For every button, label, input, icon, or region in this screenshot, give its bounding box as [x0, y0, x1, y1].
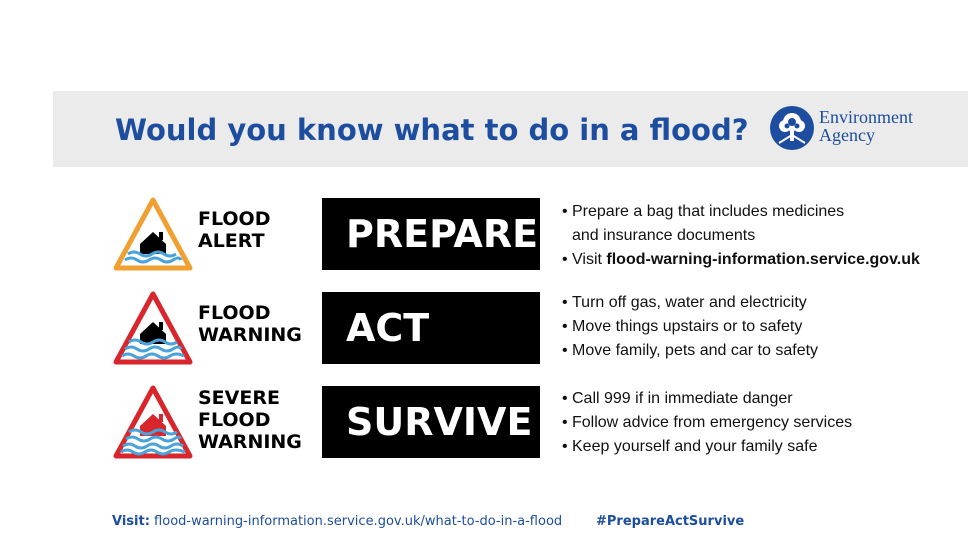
level-label: FLOOD ALERT: [198, 208, 271, 252]
footer-visit: [112, 514, 562, 529]
tree-logo-icon: [769, 105, 815, 151]
warning-service-link[interactable]: flood-warning-information.service.gov.uk: [606, 251, 920, 268]
bullet-list: [562, 291, 818, 363]
level-label: FLOOD WARNING: [198, 302, 302, 346]
page-title: Would you know what to do in a flood?: [115, 113, 749, 147]
flood-warning-row: [112, 290, 912, 372]
flood-alert-icon: [112, 196, 194, 274]
bullet-list: [562, 200, 920, 272]
severe-flood-warning-row: [112, 384, 912, 466]
list-item: • Move things upstairs or to safety: [562, 318, 803, 335]
visit-label: Visit:: [112, 514, 150, 529]
survive-action: SURVIVE: [322, 386, 540, 458]
hashtag: #PrepareActSurvive: [596, 514, 745, 529]
header-band: [53, 91, 968, 167]
flood-alert-row: [112, 196, 920, 278]
level-label: SEVERE FLOOD WARNING: [198, 387, 302, 453]
list-item: • Keep yourself and your family safe: [562, 438, 818, 455]
list-item: • Turn off gas, water and electricity: [562, 294, 807, 311]
flood-warning-icon: [112, 290, 194, 368]
list-item: • Follow advice from emergency services: [562, 414, 853, 431]
list-item: • Prepare a bag that includes medicines and insurance documents: [562, 203, 845, 244]
list-item: • Move family, pets and car to safety: [562, 342, 819, 359]
list-item: • Visit flood-warning-information.service.gov.uk: [562, 251, 920, 268]
logo-line-1: Environment: [819, 107, 913, 127]
act-action: ACT: [322, 292, 540, 364]
list-item: • Call 999 if in immediate danger: [562, 390, 793, 407]
environment-agency-logo: [769, 103, 939, 155]
bullet-list: [562, 387, 852, 459]
prepare-action: PREPARE: [322, 198, 540, 270]
visit-url-link[interactable]: flood-warning-information.service.gov.uk/what-to-do-in-a-flood: [154, 514, 563, 529]
severe-flood-warning-icon: [112, 384, 194, 462]
logo-line-2: Agency: [819, 125, 875, 145]
